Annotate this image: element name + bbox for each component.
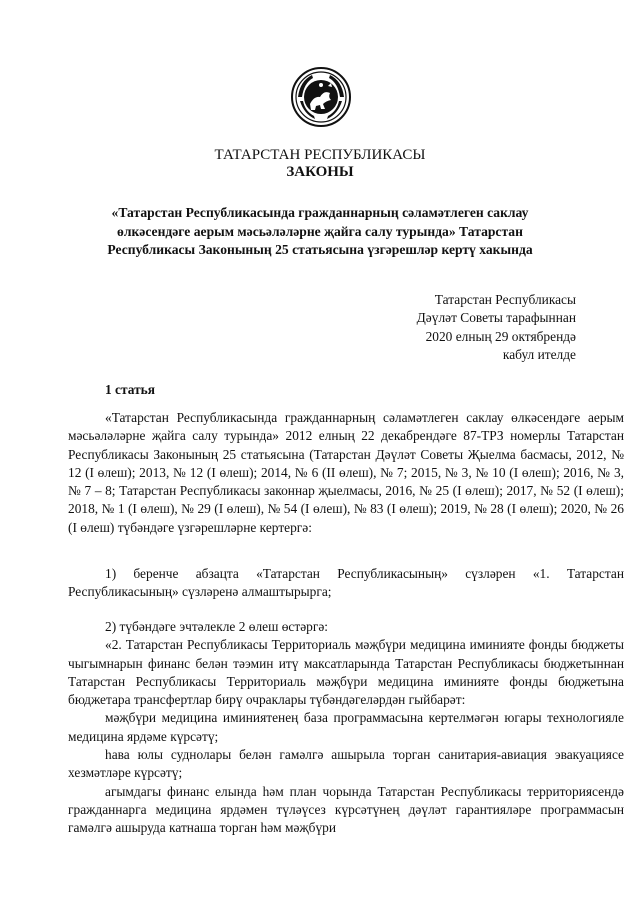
adoption-block <box>417 291 576 364</box>
republic-heading: ТАТАРСТАН РЕСПУБЛИКАСЫ <box>214 147 426 163</box>
item2-paragraph: 2) түбәндәге эчтәлекле 2 өлеш өстәргә: <box>105 619 329 634</box>
sub2-paragraph: һава юлы суднолары белән гамәлгә ашырыла торган санитария-авиация эвакуациясе хезмәтләре күрсәтү; <box>68 747 624 781</box>
intro-paragraph-block <box>68 409 624 537</box>
item2-paragraph-block <box>68 618 624 838</box>
adoption-line: Татарстан Республикасы <box>434 292 576 307</box>
item1-paragraph-block <box>68 565 624 602</box>
quote-paragraph: «2. Татарстан Республикасы Территориаль мәҗбүри медицина иминияте фонды бюджеты чыгымнарын финанс белән тәэмин итү максатларында Татарстан Республикасы бюджетыннан Татарстан Республикасы Территориаль мәҗбүри медицина иминияте фонды бюджетына бюджетара трансфертлар бирү очраклары түбәндәгеләрдән гыйбарәт: <box>68 637 624 708</box>
article-heading: 1 статья <box>105 382 155 397</box>
law-heading: ЗАКОНЫ <box>286 164 354 180</box>
adoption-line: 2020 елның 29 октябрендә <box>425 328 576 344</box>
adoption-line: Дәүләт Советы тарафыннан <box>416 310 576 326</box>
sub1-paragraph: мәҗбүри медицина иминиятенең база программасына кертелмәгән югары технологияле медицина ярдәме күрсәтү; <box>68 710 624 744</box>
item1-paragraph: 1) беренче абзацта «Татарстан Республикасының» сүзләрен «1. Татарстан Республикасының» сүзләренә алмаштырырга; <box>68 566 624 600</box>
law-title: «Татарстан Республикасында гражданнарның сәламәтлеген саклау өлкәсендәге аерым мәсьәләләрне җайга салу турында» Татарстан Республикасы Законының 25 статьясына үзгәрешләр кертү хакында <box>107 205 533 257</box>
intro-paragraph: «Татарстан Республикасында гражданнарның сәламәтлеген саклау өлкәсендәге аерым мәсьәләләрне җайга салу турында» 2012 елның 22 декабрендәге 87-ТРЗ номерлы Татарстан Республикасы Законының 25 статьясына (Татарстан Дәүләт Советы Җыелма басмасы, 2012, № 12 (I өлеш); 2013, № 12 (I өлеш); 2014, № 6 (II өлеш), № 7; 2015, № 3, № 10 (I өлеш); 2016, № 3, № 7 – 8; Татарстан Республикасы законнар җыелмасы, 2016, № 25 (I өлеш); 2017, № 52 (I өлеш); 2018, № 1 (I өлеш), № 29 (I өлеш), № 54 (I өлеш), № 83 (I өлеш); 2019, № 28 (I өлеш); 2020, № 26 (I өлеш) түбәндәге үзгәрешләрне кертергә: <box>68 410 624 535</box>
adoption-line: кабул ителде <box>502 346 576 362</box>
tatarstan-coat-of-arms-icon <box>290 66 352 128</box>
sub3-paragraph: агымдагы финанс елында һәм план чорында Татарстан Республикасы территориясендә гражданнарга медицина ярдәмен түләүсез күрсәтүнең дәүләт гарантияләре программасын гамәлгә ашыруда катнаша торган һәм мәҗбүри <box>68 783 624 836</box>
